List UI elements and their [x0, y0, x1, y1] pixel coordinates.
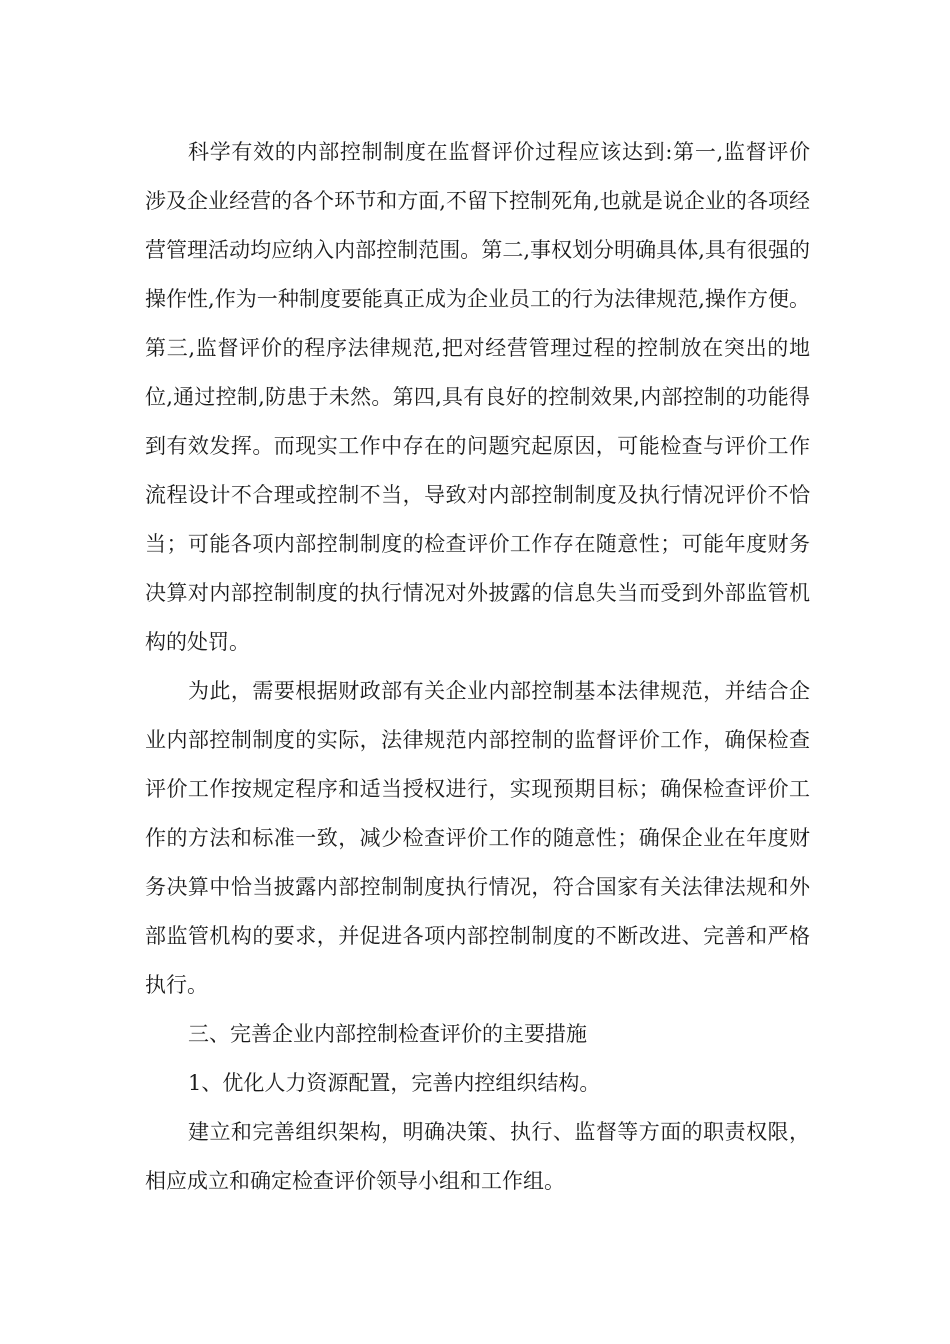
paragraph-internal-control-requirements: 科学有效的内部控制制度在监督评价过程应该达到:第一,监督评价涉及企业经营的各个环节和方面,不留下控制死角,也就是说企业的各项经营管理活动均应纳入内部控制范围。第二,事权划分明确具体,具有很强的操作性,作为一种制度要能真正成为企业员工的行为法律规范,操作方便。第三,监督评价的程序法律规范,把对经营管理过程的控制放在突出的地位,通过控制,防患于未然。第四,具有良好的控制效果,内部控制的功能得到有效发挥。而现实工作中存在的问题究起原因，可能检查与评价工作流程设计不合理或控制不当，导致对内部控制制度及执行情况评价不恰当；可能各项内部控制制度的检查评价工作存在随意性；可能年度财务决算对内部控制制度的执行情况对外披露的信息失当而受到外部监管机构的处罚。 — [145, 140, 810, 654]
subheading-optimize-human-resources: 1、优化人力资源配置，完善内控组织结构。 — [188, 1071, 601, 1095]
paragraph-organization-structure: 建立和完善组织架构，明确决策、执行、监督等方面的职责权限，相应成立和确定检查评价领导小组和工作组。 — [145, 1120, 810, 1193]
section-heading-main-measures: 三、完善企业内部控制检查评价的主要措施 — [188, 1022, 587, 1046]
paragraph-regulation-purpose: 为此，需要根据财政部有关企业内部控制基本法律规范，并结合企业内部控制制度的实际，法律规范内部控制的监督评价工作，确保检查评价工作按规定程序和适当授权进行，实现预期目标；确保检查评价工作的方法和标准一致，减少检查评价工作的随意性；确保企业在年度财务决算中恰当披露内部控制制度执行情况，符合国家有关法律法规和外部监管机构的要求，并促进各项内部控制制度的不断改进、完善和严格执行。 — [145, 679, 810, 997]
document-body — [145, 128, 810, 1206]
